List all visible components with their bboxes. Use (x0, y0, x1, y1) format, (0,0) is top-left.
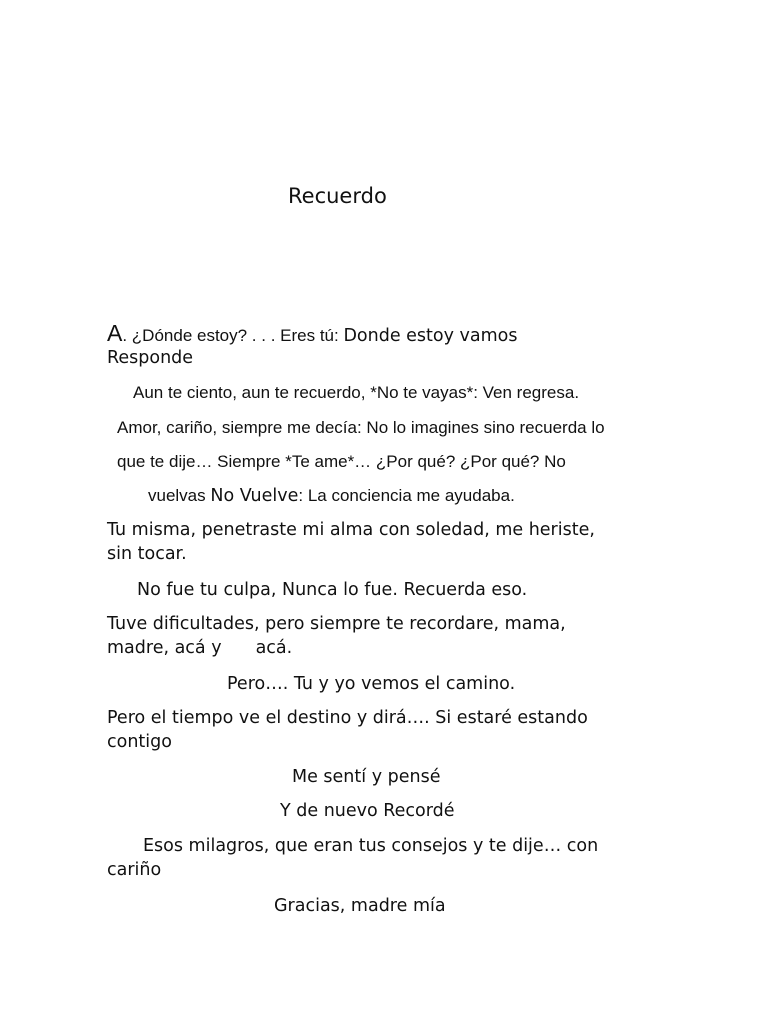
text-line-5: que te dije… Siempre *Te ame*… ¿Por qué? ¿Por qué? No (117, 452, 566, 471)
text-line-16: Y de nuevo Recordé (280, 801, 455, 821)
drop-letter: A (107, 320, 123, 346)
text-line-4: Amor, cariño, siempre me decía: No lo imagines sino recuerda lo (117, 418, 605, 437)
text-line-14: contigo (107, 732, 172, 752)
text-segment: No Vuelve (210, 486, 299, 506)
text-segment: Donde estoy vamos (343, 326, 518, 346)
text-segment: . ¿Dónde estoy? . . . Eres tú: (122, 326, 344, 345)
text-segment: : La conciencia me ayudaba. (298, 486, 515, 505)
text-line-1 (107, 320, 518, 347)
text-line-10: Tuve dificultades, pero siempre te recordare, mama, (107, 614, 566, 634)
text-line-17: Esos milagros, que eran tus consejos y te dije… con (143, 836, 599, 856)
text-line-8: sin tocar. (107, 544, 187, 564)
document-title: Recuerdo (288, 184, 387, 208)
text-line-3: Aun te ciento, aun te recuerdo, *No te vayas*: Ven regresa. (133, 383, 580, 402)
text-line-7: Tu misma, penetraste mi alma con soledad, me heriste, (107, 520, 595, 540)
text-line-9: No fue tu culpa, Nunca lo fue. Recuerda eso. (137, 580, 528, 600)
text-segment: vuelvas (148, 486, 211, 505)
text-line-12: Pero…. Tu y yo vemos el camino. (227, 674, 516, 694)
text-line-6 (148, 486, 515, 506)
text-line-13: Pero el tiempo ve el destino y dirá…. Si estaré estando (107, 708, 588, 728)
text-line-11 (107, 638, 292, 658)
text-line-19: Gracias, madre mía (274, 896, 446, 916)
text-line-15: Me sentí y pensé (292, 767, 441, 787)
text-segment: acá. (255, 638, 293, 658)
text-line-18: cariño (107, 860, 162, 880)
text-segment: madre, acá y (107, 638, 222, 658)
text-line-2: Responde (107, 348, 194, 368)
